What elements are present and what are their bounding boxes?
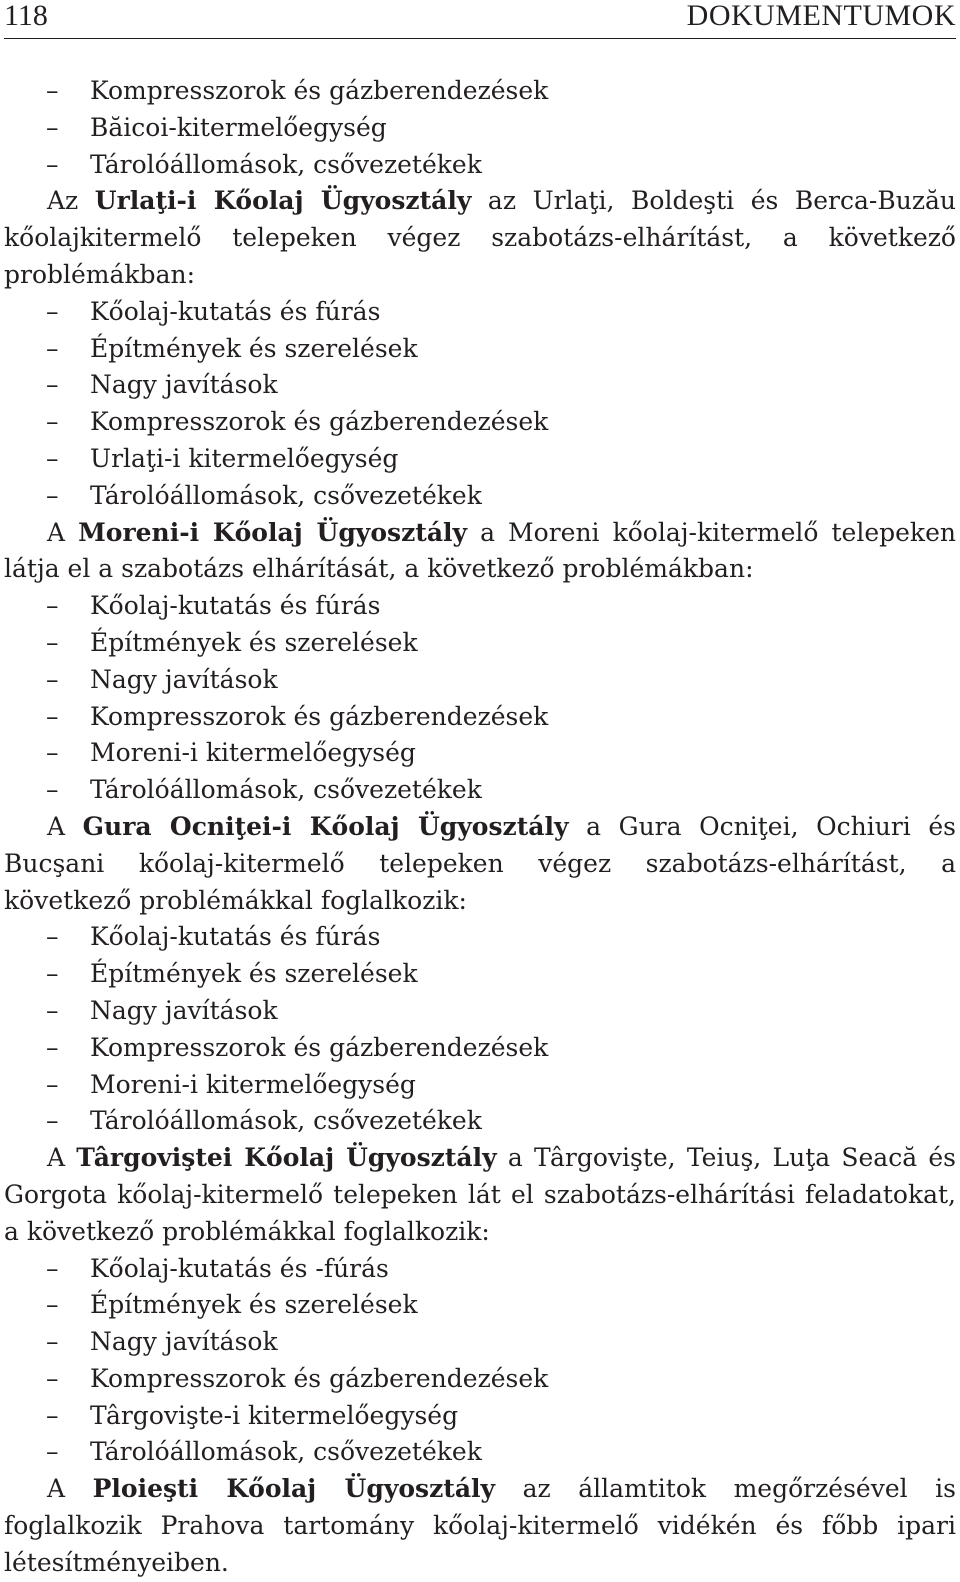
paragraph-lead: A <box>47 811 83 841</box>
list-dash: – <box>46 1437 59 1467</box>
list-item-text: Târgovişte-i kitermelőegység <box>90 1400 459 1430</box>
list-item-text: Kompresszorok és gázberendezések <box>90 701 549 731</box>
list-item-text: Építmények és szerelések <box>90 959 418 989</box>
page-header <box>4 0 956 39</box>
list-dash: – <box>46 738 59 768</box>
list-dash: – <box>46 1069 59 1099</box>
paragraph-text: a Gura Ocniţei, Ochiuri és Bucşani kőolaj-kitermelő telepeken végez szabotázs-elhárítást, a következő problémákkal foglalkozik: <box>4 811 956 915</box>
list-item-text: Kompresszorok és gázberendezések <box>90 1363 549 1393</box>
list-item <box>4 993 956 1030</box>
paragraph <box>4 183 956 293</box>
list-item-text: Kőolaj-kutatás és fúrás <box>90 922 381 952</box>
list-item <box>4 956 956 993</box>
list-item <box>4 294 956 331</box>
list-item-text: Băicoi-kitermelőegység <box>90 112 387 142</box>
paragraph-text: az államtitok megőrzésével is foglalkozik Prahova tartomány kőolaj-kitermelő vidékén és főbb ipari létesítményeiben. <box>4 1474 956 1577</box>
list-dash: – <box>46 480 59 510</box>
list-item <box>4 1103 956 1140</box>
list-item-text: Kőolaj-kutatás és -fúrás <box>90 1253 389 1283</box>
list-dash: – <box>46 701 59 731</box>
paragraph <box>4 515 956 589</box>
paragraph-lead: A <box>47 1474 93 1504</box>
list-item <box>4 1030 956 1067</box>
list-item-text: Moreni-i kitermelőegység <box>90 738 416 768</box>
list-dash: – <box>46 959 59 989</box>
paragraph <box>4 1140 956 1250</box>
list-item-text: Tárolóállomások, csővezetékek <box>90 480 482 510</box>
list-item <box>4 478 956 515</box>
list-dash: – <box>46 407 59 437</box>
paragraph-lead: Az <box>47 186 95 216</box>
paragraph-text: az Urlaţi, Boldeşti és Berca-Buzău kőolajkitermelő telepeken végez szabotázs-elhárítást, a következő problémákban: <box>4 186 956 289</box>
paragraph-text: a Târgovişte, Teiuş, Luţa Seacă és Gorgota kőolaj-kitermelő telepeken lát el szabotázs-elhárítási feladatokat, a következő problémákkal foglalkozik: <box>4 1143 956 1246</box>
list-item <box>4 919 956 956</box>
list-dash: – <box>46 995 59 1025</box>
department-name: Ploieşti Kőolaj Ügyosztály <box>92 1474 496 1504</box>
list-item <box>4 404 956 441</box>
department-name: Urlaţi-i Kőolaj Ügyosztály <box>94 186 472 216</box>
list-item-text: Építmények és szerelések <box>90 333 418 363</box>
list-item <box>4 147 956 184</box>
page-number: 118 <box>4 0 48 32</box>
list-item <box>4 1324 956 1361</box>
paragraph-text: a Moreni kőolaj-kitermelő telepeken látja el a szabotázs elhárítását, a következő problémákban: <box>4 517 956 584</box>
list-item-text: Nagy javítások <box>90 370 278 400</box>
list-item-text: Kompresszorok és gázberendezések <box>90 76 549 105</box>
list-item <box>4 331 956 368</box>
list-dash: – <box>46 296 59 326</box>
list-item-text: Nagy javítások <box>90 664 278 694</box>
list-item <box>4 699 956 736</box>
list-item-text: Kőolaj-kutatás és fúrás <box>90 296 381 326</box>
list-dash: – <box>46 775 59 805</box>
list-item <box>4 1361 956 1398</box>
paragraph-lead: A <box>47 1143 77 1173</box>
list-item-text: Tárolóállomások, csővezetékek <box>90 149 482 179</box>
list-dash: – <box>46 443 59 473</box>
list-dash: – <box>46 1032 59 1062</box>
list-item-text: Nagy javítások <box>90 995 278 1025</box>
list-dash: – <box>46 76 59 105</box>
list-item-text: Urlaţi-i kitermelőegység <box>90 443 399 473</box>
list-dash: – <box>46 112 59 142</box>
list-item <box>4 110 956 147</box>
list-item <box>4 367 956 404</box>
list-item-text: Építmények és szerelések <box>90 627 418 657</box>
list-dash: – <box>46 664 59 694</box>
list-dash: – <box>46 1106 59 1136</box>
list-dash: – <box>46 149 59 179</box>
list-item-text: Tárolóállomások, csővezetékek <box>90 1437 482 1467</box>
list-item <box>4 1251 956 1288</box>
document-body <box>4 73 956 1582</box>
list-dash: – <box>46 333 59 363</box>
list-item <box>4 772 956 809</box>
list-dash: – <box>46 922 59 952</box>
list-item <box>4 1398 956 1435</box>
list-dash: – <box>46 1253 59 1283</box>
list-item <box>4 441 956 478</box>
list-item-text: Kompresszorok és gázberendezések <box>90 1032 549 1062</box>
list-item <box>4 1434 956 1471</box>
list-dash: – <box>46 627 59 657</box>
list-item-text: Nagy javítások <box>90 1327 278 1357</box>
list-item <box>4 73 956 110</box>
list-item <box>4 625 956 662</box>
list-item <box>4 1067 956 1104</box>
list-dash: – <box>46 1400 59 1430</box>
paragraph <box>4 809 956 919</box>
list-dash: – <box>46 1327 59 1357</box>
department-name: Moreni-i Kőolaj Ügyosztály <box>78 517 468 547</box>
list-dash: – <box>46 1363 59 1393</box>
list-item <box>4 588 956 625</box>
list-item-text: Kompresszorok és gázberendezések <box>90 407 549 437</box>
list-item <box>4 735 956 772</box>
department-name: Gura Ocniţei-i Kőolaj Ügyosztály <box>82 811 569 841</box>
list-dash: – <box>46 1290 59 1320</box>
list-item <box>4 1287 956 1324</box>
list-dash: – <box>46 370 59 400</box>
list-item-text: Tárolóállomások, csővezetékek <box>90 775 482 805</box>
department-name: Târgoviştei Kőolaj Ügyosztály <box>76 1143 497 1173</box>
list-item-text: Építmények és szerelések <box>90 1290 418 1320</box>
list-item-text: Moreni-i kitermelőegység <box>90 1069 416 1099</box>
list-item <box>4 662 956 699</box>
paragraph <box>4 1471 956 1581</box>
running-head: DOKUMENTUMOK <box>686 0 956 32</box>
list-item-text: Kőolaj-kutatás és fúrás <box>90 591 381 621</box>
list-dash: – <box>46 591 59 621</box>
list-item-text: Tárolóállomások, csővezetékek <box>90 1106 482 1136</box>
paragraph-lead: A <box>47 517 79 547</box>
